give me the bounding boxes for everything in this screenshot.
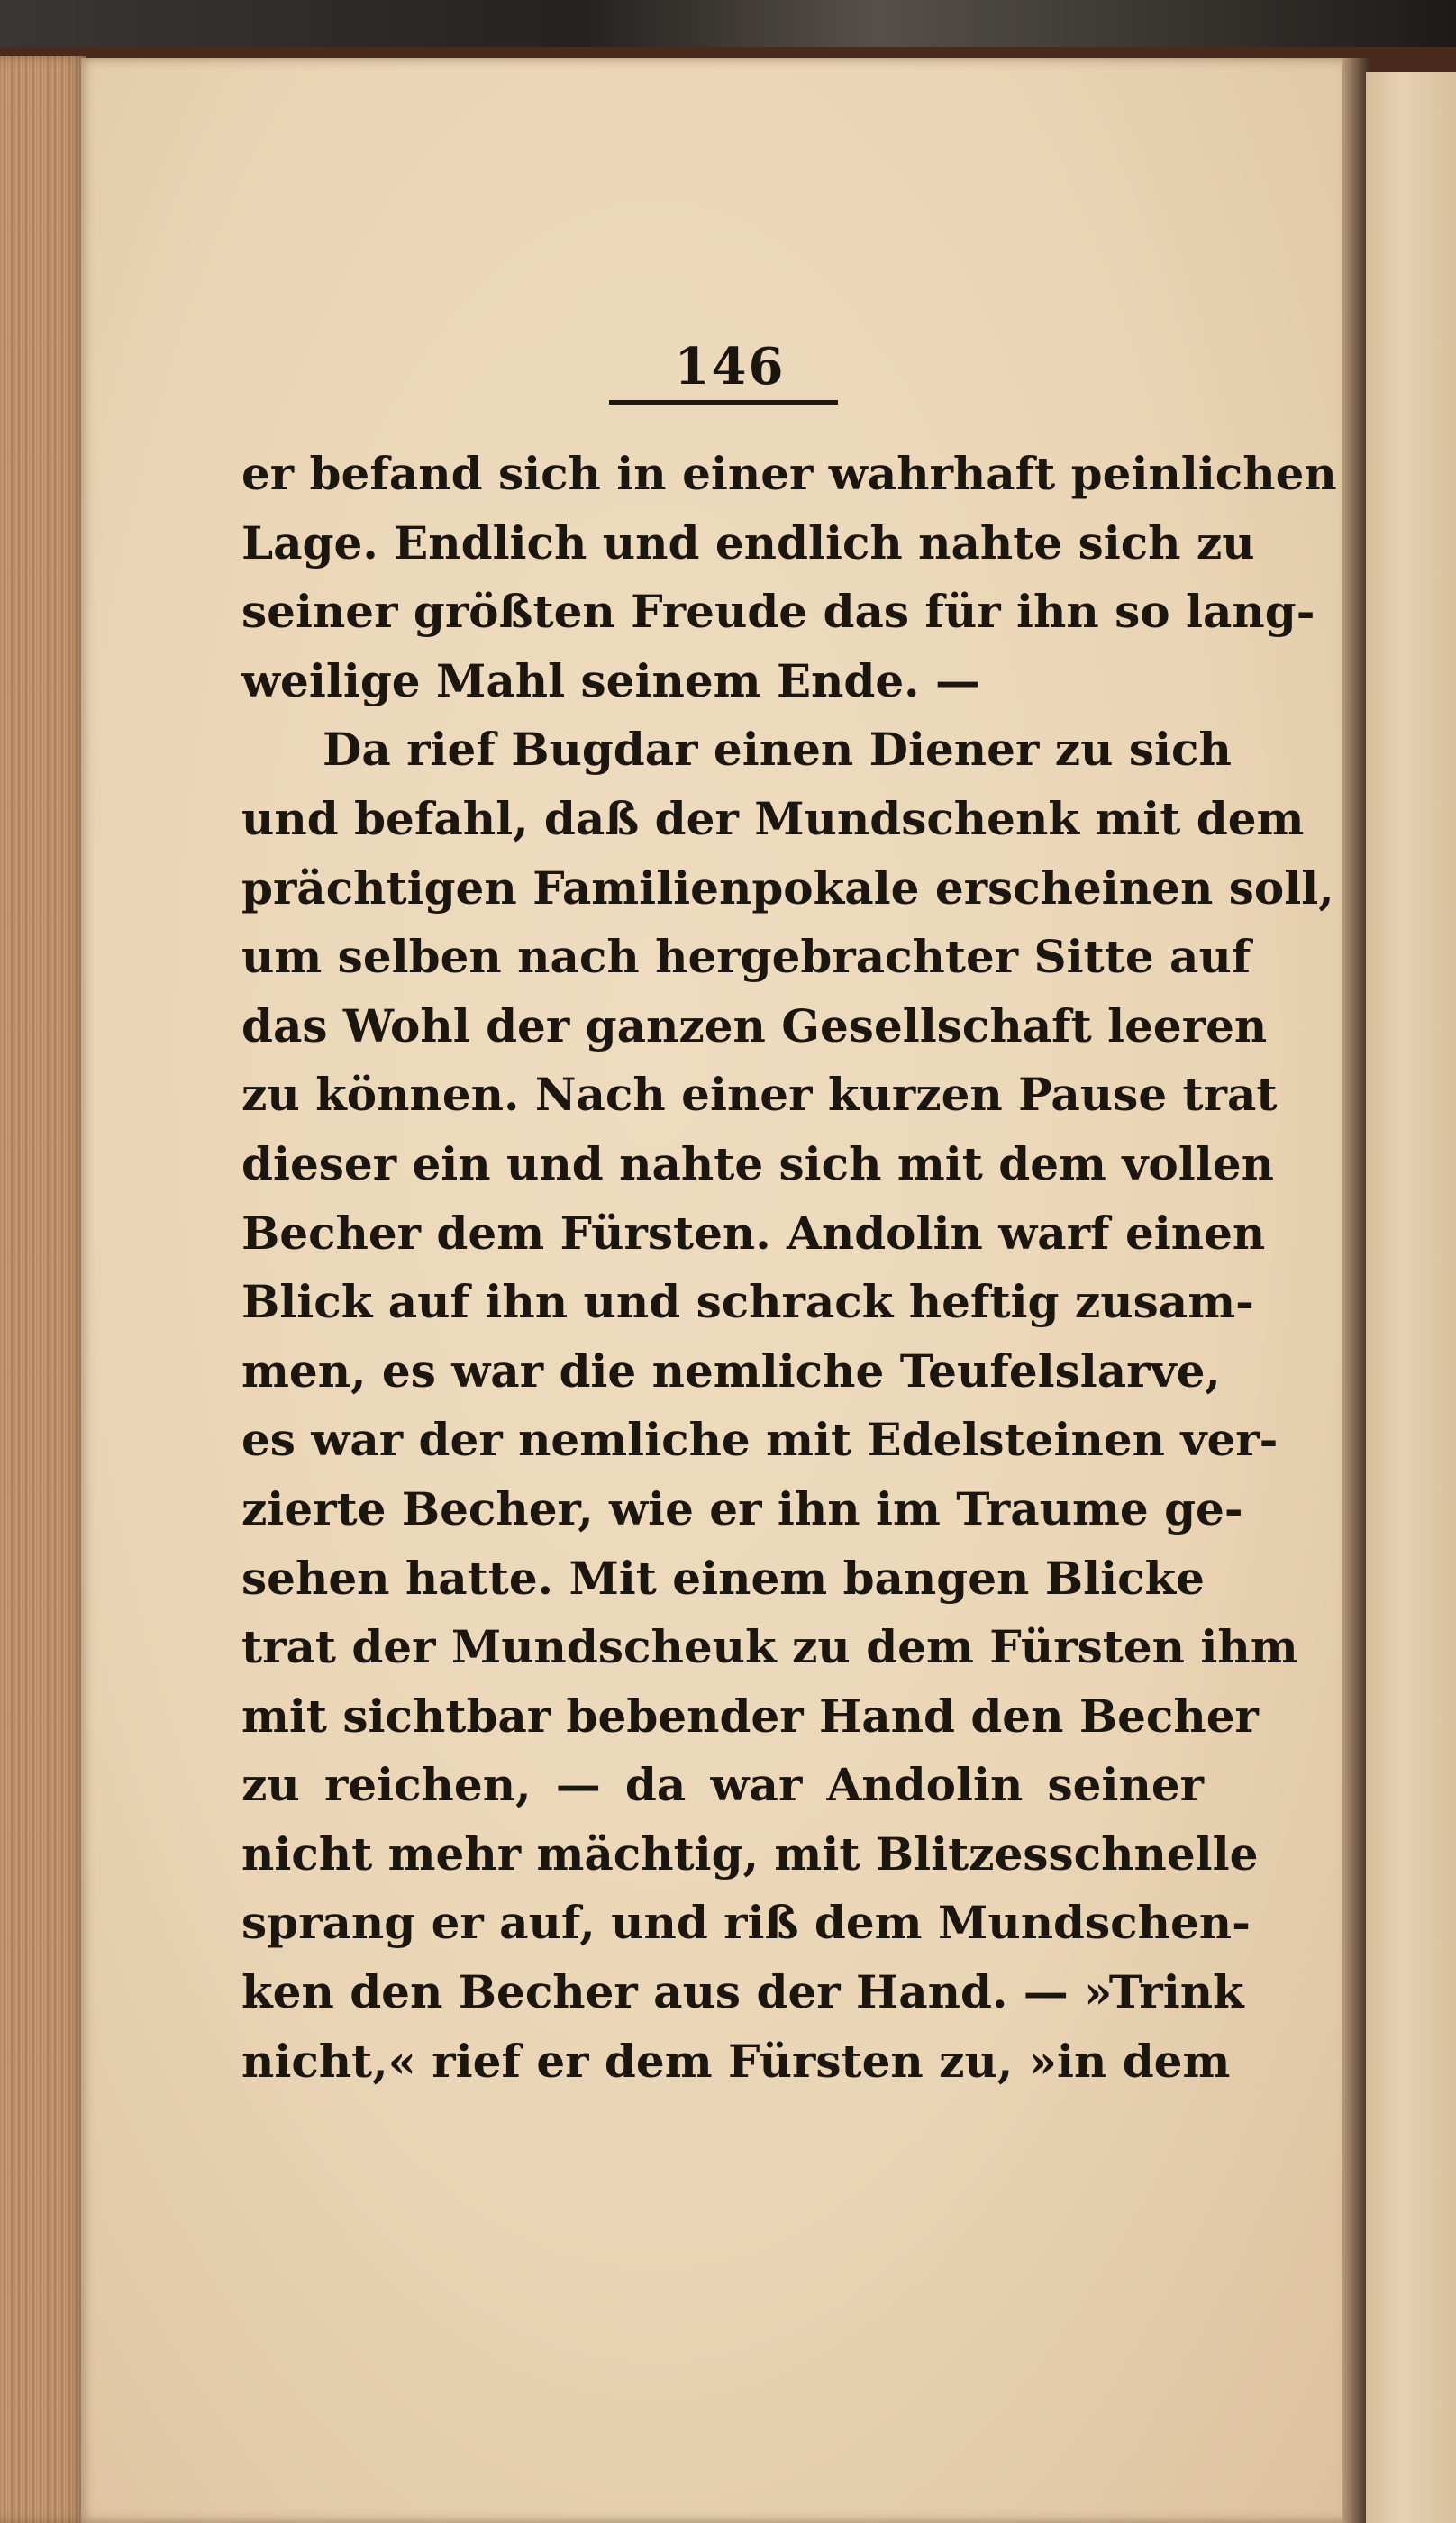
page-number-rule [609,400,838,405]
text-line: es war der nemliche mit Edelsteinen ver- [241,1413,1279,1467]
text-line: das Wohl der ganzen Gesellschaft leeren [241,998,1268,1052]
text-line: er befand sich in einer wahrhaft peinlichen [241,447,1337,500]
text-line: nicht,« rief er dem Fürsten zu, »in dem [241,2034,1231,2088]
text-line: um selben nach hergebrachter Sitte auf [241,930,1251,984]
text-line: prächtigen Familienpokale erscheinen soll, [241,861,1334,915]
page-fore-edge [0,56,86,2523]
adjacent-page-edge [1366,72,1456,2523]
text-line: mit sichtbar bebender Hand den Becher [241,1689,1259,1743]
text-line: Blick auf ihn und schrack heftig zusam- [241,1275,1254,1329]
text-line: Da rief Bugdar einen Diener zu sich [323,723,1232,777]
text-line: men, es war die nemliche Teufelslarve, [241,1343,1221,1398]
text-line: weilige Mahl seinem Ende. — [241,653,980,707]
text-line: seiner größten Freude das für ihn so lang- [241,585,1315,639]
page-text-block [241,440,1337,2096]
text-line: nicht mehr mächtig, mit Blitzesschnelle [241,1826,1259,1881]
text-line: zu können. Nach einer kurzen Pause trat [241,1068,1278,1122]
text-line: Lage. Endlich und endlich nahte sich zu [241,515,1255,569]
text-line: Becher dem Fürsten. Andolin warf einen [241,1206,1266,1260]
text-line: sprang er auf, und riß dem Mundschen- [241,1896,1251,1950]
text-line: ken den Becher aus der Hand. — »Trink [241,1965,1244,2019]
page-number: 146 [674,337,786,396]
text-line: sehen hatte. Mit einem bangen Blicke [241,1551,1205,1605]
text-line: dieser ein und nahte sich mit dem vollen [241,1136,1274,1190]
text-line: trat der Mundscheuk zu dem Fürsten ihm [241,1620,1298,1674]
text-line: und befahl, daß der Mundschenk mit dem [241,791,1305,845]
text-line: zu reichen, — da war Andolin seiner [241,1758,1204,1812]
text-line: zierte Becher, wie er ihn im Traume ge- [241,1481,1243,1535]
